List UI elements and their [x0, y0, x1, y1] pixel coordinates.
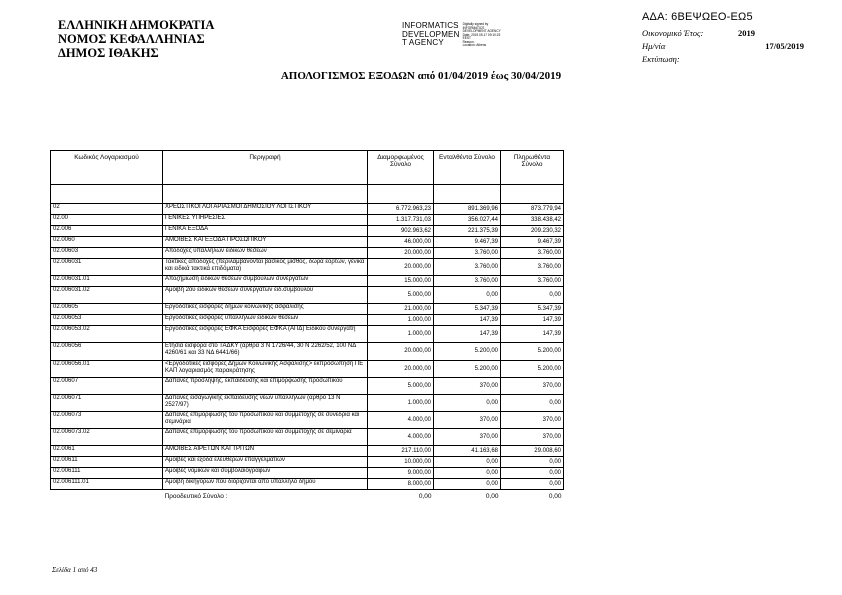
table-row	[51, 361, 564, 378]
account-code-cell: 02.006056.01	[51, 361, 163, 378]
account-code-cell: 02.00605	[51, 304, 163, 315]
paid-cell: 0,00	[501, 287, 564, 304]
table-row	[51, 378, 564, 395]
stamp-detail: Location: Athens	[462, 43, 487, 47]
stamp-line-2: DEVELOPMEN	[402, 29, 460, 39]
account-code-cell: 02.006073	[51, 412, 163, 429]
table-body	[51, 185, 564, 490]
description-cell: ΓΕΝΙΚΕΣ ΥΠΗΡΕΣΙΕΣ	[163, 215, 368, 226]
table-row	[51, 457, 564, 468]
year-value: 2019	[738, 28, 755, 38]
paid-cell: 370,00	[501, 429, 564, 446]
committed-cell: 0,00	[434, 468, 501, 479]
stamp-line-1: INFORMATICS	[402, 21, 459, 30]
blank-cell	[163, 185, 368, 204]
budgeted-cell: 20.000,00	[368, 248, 434, 259]
table-row	[51, 259, 564, 276]
account-code-cell: 02	[51, 204, 163, 215]
stamp-detail: Reason:	[462, 39, 475, 44]
paid-cell: 209.230,32	[501, 226, 564, 237]
account-code-cell: 02.006	[51, 226, 163, 237]
account-code-cell: 02.006053.02	[51, 326, 163, 343]
paid-cell: 0,00	[501, 457, 564, 468]
account-code-cell: 02.006031.01	[51, 276, 163, 287]
budgeted-cell: 4.000,00	[368, 429, 434, 446]
budgeted-cell: 1.000,00	[368, 315, 434, 326]
table-row	[51, 315, 564, 326]
stamp-detail: INFORMATICS	[462, 25, 485, 30]
paid-cell: 9.467,39	[501, 237, 564, 248]
blank-cell	[368, 185, 434, 204]
table-row	[51, 226, 564, 237]
account-code-cell: 02.0061	[51, 446, 163, 457]
account-code-cell: 02.0060	[51, 237, 163, 248]
committed-cell: 5.200,00	[434, 343, 501, 361]
date-value: 17/05/2019	[765, 41, 804, 51]
summary-paid: 0,00	[548, 492, 562, 500]
committed-cell: 147,39	[434, 315, 501, 326]
table-row	[51, 446, 564, 457]
budgeted-cell: 217.110,00	[368, 446, 434, 457]
description-cell: ΑΜΟΙΒΕΣ ΑΙΡΕΤΩΝ ΚΑΙ ΤΡΙΤΩΝ	[163, 446, 368, 457]
summary-committed: 0,00	[485, 492, 499, 500]
budgeted-cell: 20.000,00	[368, 343, 434, 361]
col-header-paid: Πληρωθέντα Σύνολο	[501, 151, 564, 185]
account-code-cell: 02.006111	[51, 468, 163, 479]
budgeted-cell: 5.000,00	[368, 378, 434, 395]
meta-year	[642, 27, 804, 40]
committed-cell: 0,00	[434, 287, 501, 304]
expenses-table	[50, 150, 564, 504]
description-cell: Δαπάνες επιμόρφωσης του προσωπικού και συμμετοχής σε σεμινάρια	[163, 429, 368, 446]
table-row	[51, 248, 564, 259]
description-cell: Εργοδοτικές εισφορές υπαλλήλων ειδικών θέσεων	[163, 315, 368, 326]
description-cell: Αμοιβή δικηγόρων που διορίζονται από υπάλληλο δήμου	[163, 479, 368, 490]
stamp-detail: DEVELOPMENT AGENCY	[462, 29, 501, 33]
description-cell: Δαπάνες εισαγωγικής εκπαίδευσης νέων υπαλλήλων (άρθρο 13 Ν 2527/97)	[163, 395, 368, 412]
ada-code: ΑΔΑ: 6ΒΕΨΩΕΟ-ΕΩ5	[642, 11, 753, 23]
description-cell: ΑΜΟΙΒΕΣ ΚΑΙ ΕΞΟΔΑ ΠΡΟΣΩΠΙΚΟΥ	[163, 237, 368, 248]
meta-date	[642, 40, 804, 53]
table-row	[51, 287, 564, 304]
paid-cell: 3.760,00	[501, 276, 564, 287]
description-cell: Δαπάνες επιμόρφωσης του προσωπικού και συμμετοχής σε συνέδρια και σεμινάρια	[163, 412, 368, 429]
account-code-cell: 02.006031	[51, 259, 163, 276]
description-cell: Ετήσια εισφορά στο ΤΑΔΚΥ (άρθρα 3 Ν 1726/44, 30 Ν 2262/52, 100 ΝΔ 4260/61 και 33 ΝΔ 6441/66)	[163, 343, 368, 361]
paid-cell: 3.760,00	[501, 248, 564, 259]
account-code-cell: 02.00	[51, 215, 163, 226]
signature-stamp	[402, 22, 501, 48]
blank-cell	[51, 185, 163, 204]
table-row	[51, 204, 564, 215]
paid-cell: 29.008,60	[501, 446, 564, 457]
budgeted-cell: 8.000,00	[368, 479, 434, 490]
table-row	[51, 343, 564, 361]
committed-cell: 0,00	[434, 395, 501, 412]
table-row	[51, 412, 564, 429]
budgeted-cell: 10.000,00	[368, 457, 434, 468]
committed-cell: 221.375,39	[434, 226, 501, 237]
paid-cell: 5.200,00	[501, 361, 564, 378]
budgeted-cell: 20.000,00	[368, 259, 434, 276]
account-code-cell: 02.00607	[51, 378, 163, 395]
description-cell: Εργοδοτικές εισφορές ΕΦΚΑ Εισφορές ΕΦΚΑ (ΑΠΔ) Ειδικού συνεργάτη	[163, 326, 368, 343]
year-label: Οικονομικό Έτος:	[642, 28, 704, 38]
committed-cell: 0,00	[434, 457, 501, 468]
table-row	[51, 429, 564, 446]
paid-cell: 0,00	[501, 468, 564, 479]
meta-print	[642, 53, 804, 66]
header-line-2: ΝΟΜΟΣ ΚΕΦΑΛΛΗΝΙΑΣ	[58, 32, 205, 46]
summary-row	[51, 490, 564, 505]
description-cell: Δαπάνες πρόσληψης, εκπαίδευσης και επιμόρφωσης προσωπικού	[163, 378, 368, 395]
budgeted-cell: 46.000,00	[368, 237, 434, 248]
print-value	[738, 53, 804, 66]
committed-cell: 370,00	[434, 378, 501, 395]
col-header-code: Κωδικός Λογαριασμού	[51, 151, 163, 185]
table-row	[51, 215, 564, 226]
blank-cell	[434, 185, 501, 204]
budgeted-cell: 6.772.963,23	[368, 204, 434, 215]
paid-cell: 370,00	[501, 378, 564, 395]
budgeted-cell: 20.000,00	[368, 361, 434, 378]
table-row	[51, 237, 564, 248]
col-header-budgeted: Διαμορφωμένος Σύνολο	[368, 151, 434, 185]
table-row	[51, 479, 564, 490]
budgeted-cell: 1.317.731,03	[368, 215, 434, 226]
budgeted-cell: 902.963,62	[368, 226, 434, 237]
document-meta	[642, 27, 804, 66]
summary-label: Προοδευτικό Σύνολο :	[164, 492, 228, 500]
page-footer: Σελίδα 1 από 43	[52, 566, 98, 574]
description-cell: Αποδοχές υπαλλήλων ειδικών θέσεων	[163, 248, 368, 259]
account-code-cell: 02.00611	[51, 457, 163, 468]
budgeted-cell: 9.000,00	[368, 468, 434, 479]
stamp-line-3: T AGENCY	[402, 38, 444, 48]
account-code-cell: 02.006056	[51, 343, 163, 361]
committed-cell: 891.369,96	[434, 204, 501, 215]
budgeted-cell: 21.000,00	[368, 304, 434, 315]
committed-cell: 5.347,39	[434, 304, 501, 315]
account-code-cell: 02.00603	[51, 248, 163, 259]
committed-cell: 3.760,00	[434, 276, 501, 287]
paid-cell: 873.779,94	[501, 204, 564, 215]
paid-cell: 0,00	[501, 479, 564, 490]
budgeted-cell: 15.000,00	[368, 276, 434, 287]
stamp-detail: EEST	[462, 36, 471, 40]
account-code-cell: 02.006071	[51, 395, 163, 412]
header-line-3: ΔΗΜΟΣ ΙΘΑΚΗΣ	[58, 46, 159, 60]
committed-cell: 5.200,00	[434, 361, 501, 378]
signature-stamp-details	[463, 23, 501, 48]
paid-cell: 147,39	[501, 315, 564, 326]
col-header-description: Περιγραφή	[163, 151, 368, 185]
summary-spacer	[51, 490, 163, 505]
budgeted-cell: 5.000,00	[368, 287, 434, 304]
paid-cell: 147,39	[501, 326, 564, 343]
description-cell: <Εργοδοτικές εισφορές Δήμων Κοινωνικής Ασφάλισης> εκπροσώπηση ΠΕ ΚΑΠ λογαριασμός παρακράτησης	[163, 361, 368, 378]
paid-cell: 5.200,00	[501, 343, 564, 361]
committed-cell: 41.163,68	[434, 446, 501, 457]
description-cell: Αμοιβές νομικών και συμβολαιογράφων	[163, 468, 368, 479]
table-row	[51, 468, 564, 479]
paid-cell: 370,00	[501, 412, 564, 429]
table-row	[51, 304, 564, 315]
committed-cell: 3.760,00	[434, 259, 501, 276]
committed-cell: 3.760,00	[434, 248, 501, 259]
blank-cell	[501, 185, 564, 204]
table-header-row	[51, 151, 564, 185]
date-label: Ημ/νία	[642, 41, 666, 51]
committed-cell: 147,39	[434, 326, 501, 343]
header-line-1: ΕΛΛΗΝΙΚΗ ΔΗΜΟΚΡΑΤΙΑ	[58, 18, 215, 32]
committed-cell: 356.027,44	[434, 215, 501, 226]
committed-cell: 370,00	[434, 412, 501, 429]
paid-cell: 0,00	[501, 395, 564, 412]
description-cell: ΧΡΕΩΣΤΙΚΟΙ ΛΟΓΑΡΙΑΣΜΟΙ ΔΗΜΟΣΙΟΥ ΛΟΓΙΣΤΙΚΟΥ	[163, 204, 368, 215]
budgeted-cell: 4.000,00	[368, 412, 434, 429]
signature-stamp-name	[402, 22, 460, 48]
paid-cell: 338.438,42	[501, 215, 564, 226]
table-row	[51, 276, 564, 287]
description-cell: Εργοδοτικές εισφορές δήμων κοινωνικής ασφάλισης	[163, 304, 368, 315]
account-code-cell: 02.006053	[51, 315, 163, 326]
budgeted-cell: 1.000,00	[368, 395, 434, 412]
budgeted-cell: 1.000,00	[368, 326, 434, 343]
col-header-committed: Ενταλθέντα Σύνολο	[434, 151, 501, 185]
description-cell: Αποζημίωση ειδικών θέσεων συμβούλων συνεργατών	[163, 276, 368, 287]
stamp-detail: Digitally signed by	[462, 22, 489, 26]
committed-cell: 370,00	[434, 429, 501, 446]
table-summary	[51, 490, 564, 505]
description-cell: Αμοιβές και έξοδα ελεύθερων επαγγελματιών	[163, 457, 368, 468]
issuer-header	[58, 18, 214, 60]
print-label: Εκτύπωση:	[642, 54, 680, 64]
committed-cell: 9.467,39	[434, 237, 501, 248]
summary-budgeted: 0,00	[418, 492, 432, 500]
report-title: ΑΠΟΛΟΓΙΣΜΟΣ ΕΞΟΔΩΝ από 01/04/2019 έως 30/04/2019	[280, 70, 562, 82]
table-row	[51, 326, 564, 343]
description-cell: Τακτικές αποδοχές (περιλαμβάνονται βασικός μισθός, δώρα εορτών, γενικά και ειδικά τακτικά επιδόματα)	[163, 259, 368, 276]
table-row	[51, 395, 564, 412]
committed-cell: 0,00	[434, 479, 501, 490]
paid-cell: 3.760,00	[501, 259, 564, 276]
account-code-cell: 02.006073.02	[51, 429, 163, 446]
account-code-cell: 02.006031.02	[51, 287, 163, 304]
blank-row	[51, 185, 564, 204]
account-code-cell: 02.006111.01	[51, 479, 163, 490]
description-cell: ΓΕΝΙΚΑ ΕΞΟΔΑ	[163, 226, 368, 237]
paid-cell: 5.347,39	[501, 304, 564, 315]
stamp-detail: Date: 2019.05.17 09:10:23	[462, 32, 501, 37]
description-cell: Αμοιβή 2ου ειδικών θέσεων συνεργατών ειδ.συμβούλου	[163, 287, 368, 304]
